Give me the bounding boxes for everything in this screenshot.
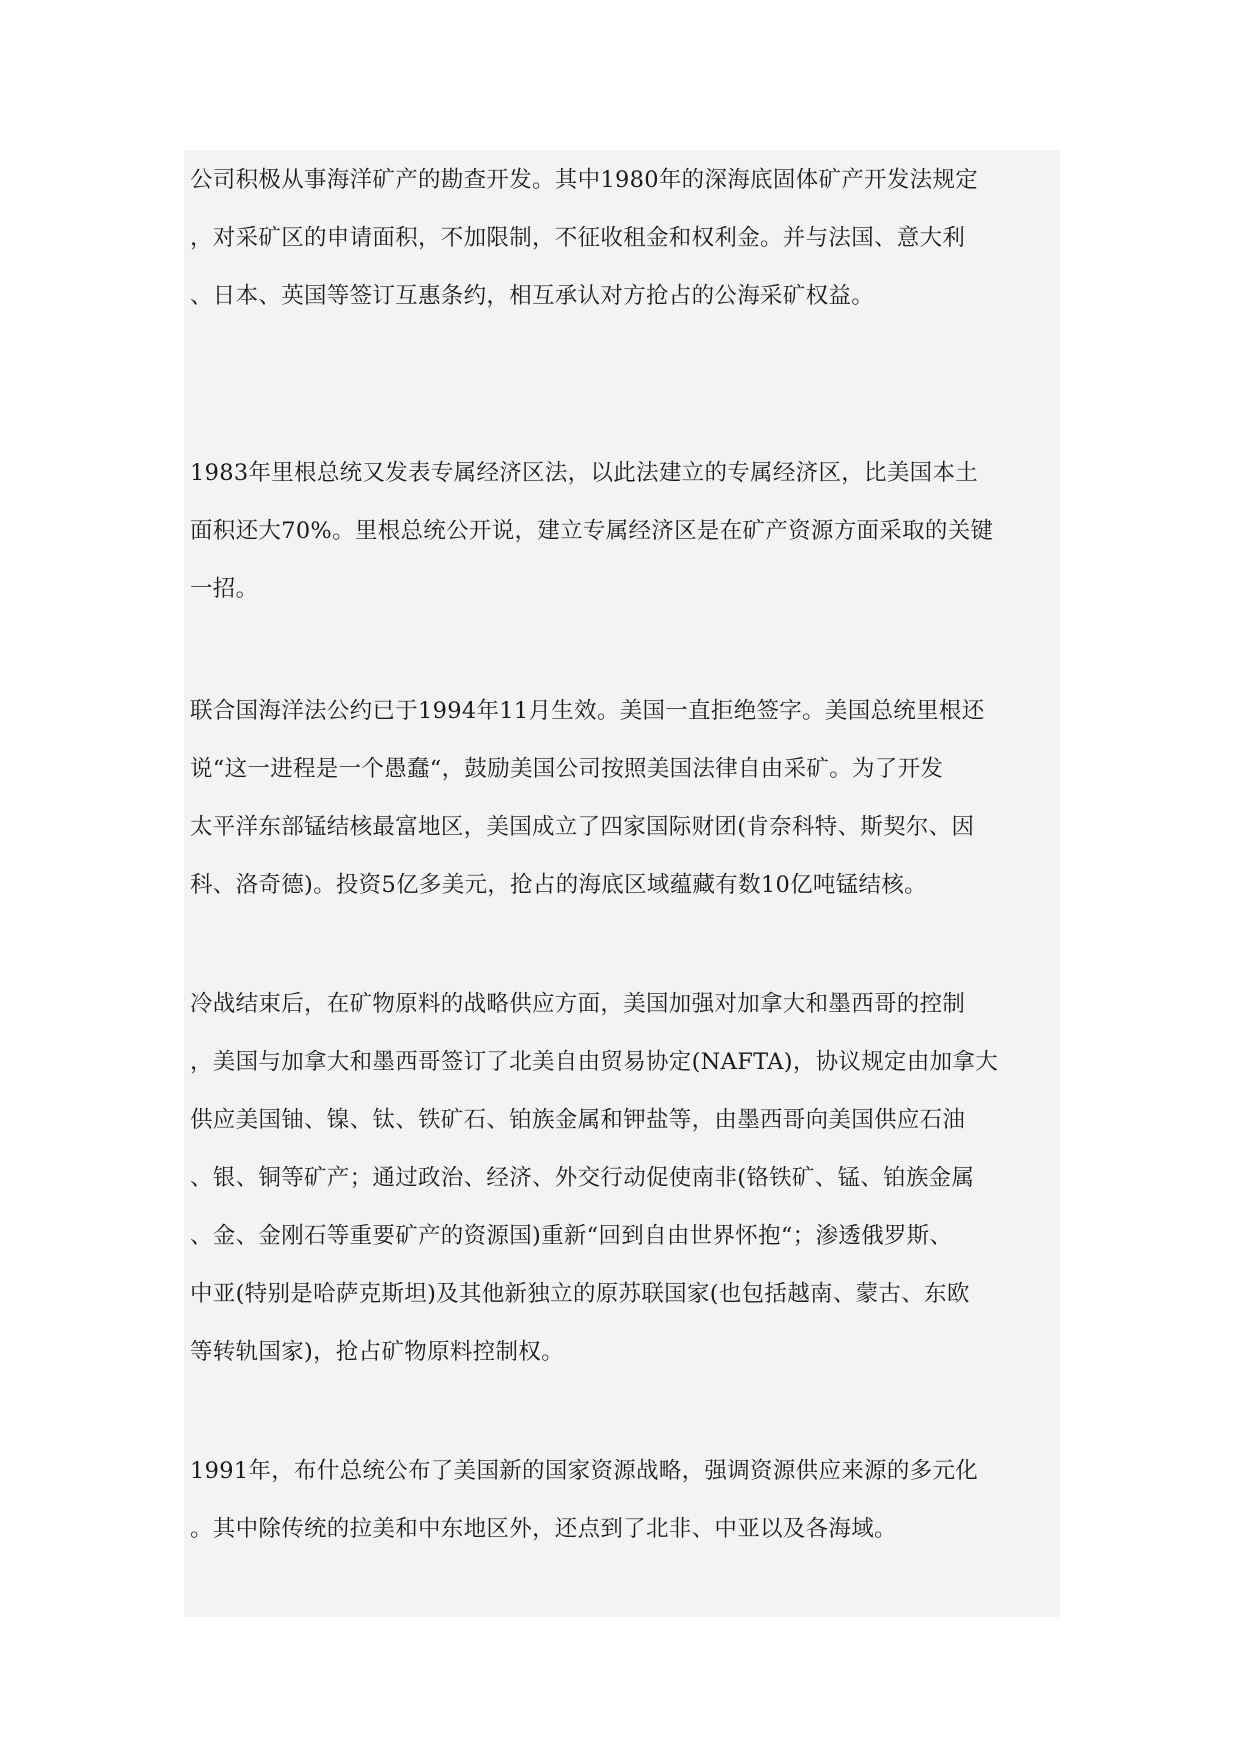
- paragraph-line: ，美国与加拿大和墨西哥签订了北美自由贸易协定(NAFTA)，协议规定由加拿大: [190, 1049, 999, 1075]
- paragraph-3: [190, 682, 1055, 914]
- paragraph-line: 1983年里根总统又发表专属经济区法，以此法建立的专属经济区，比美国本土: [190, 460, 979, 486]
- paragraph-line: 说“这一进程是一个愚蠢“，鼓励美国公司按照美国法律自由采矿。为了开发: [190, 756, 944, 782]
- paragraph-line: 面积还大70%。里根总统公开说，建立专属经济区是在矿产资源方面采取的关键: [190, 518, 994, 544]
- paragraph-line: 中亚(特别是哈萨克斯坦)及其他新独立的原苏联国家(也包括越南、蒙古、东欧: [190, 1281, 970, 1307]
- paragraph-line: 。其中除传统的拉美和中东地区外，还点到了北非、中亚以及各海域。: [190, 1516, 897, 1542]
- paragraph-line: 、日本、英国等签订互惠条约，相互承认对方抢占的公海采矿权益。: [190, 283, 875, 309]
- paragraph-line: 等转轨国家)，抢占矿物原料控制权。: [190, 1339, 564, 1365]
- paragraph-line: 科、洛奇德)。投资5亿多美元，抢占的海底区域蕴藏有数10亿吨锰结核。: [190, 872, 927, 898]
- paragraph-1: [190, 151, 1055, 325]
- paragraph-line: 一招。: [190, 576, 259, 602]
- paragraph-line: 、银、铜等矿产；通过政治、经济、外交行动促使南非(铬铁矿、锰、铂族金属: [190, 1165, 975, 1191]
- paragraph-2: [190, 444, 1055, 618]
- paragraph-line: 太平洋东部锰结核最富地区，美国成立了四家国际财团(肯奈科特、斯契尔、因: [190, 814, 975, 840]
- paragraph-line: 公司积极从事海洋矿产的勘查开发。其中1980年的深海底固体矿产开发法规定: [190, 167, 979, 193]
- paragraph-line: 1991年，布什总统公布了美国新的国家资源战略，强调资源供应来源的多元化: [190, 1458, 979, 1484]
- paragraph-line: 冷战结束后，在矿物原料的战略供应方面，美国加强对加拿大和墨西哥的控制: [190, 991, 966, 1017]
- paragraph-line: 联合国海洋法公约已于1994年11月生效。美国一直拒绝签字。美国总统里根还: [190, 698, 985, 724]
- paragraph-4: [190, 975, 1055, 1381]
- paragraph-line: ，对采矿区的申请面积，不加限制，不征收租金和权利金。并与法国、意大利: [190, 225, 966, 251]
- paragraph-line: 供应美国铀、镍、钛、铁矿石、铂族金属和钾盐等，由墨西哥向美国供应石油: [190, 1107, 966, 1133]
- paragraph-5: [190, 1442, 1055, 1558]
- paragraph-line: 、金、金刚石等重要矿产的资源国)重新“回到自由世界怀抱“；渗透俄罗斯、: [190, 1223, 953, 1249]
